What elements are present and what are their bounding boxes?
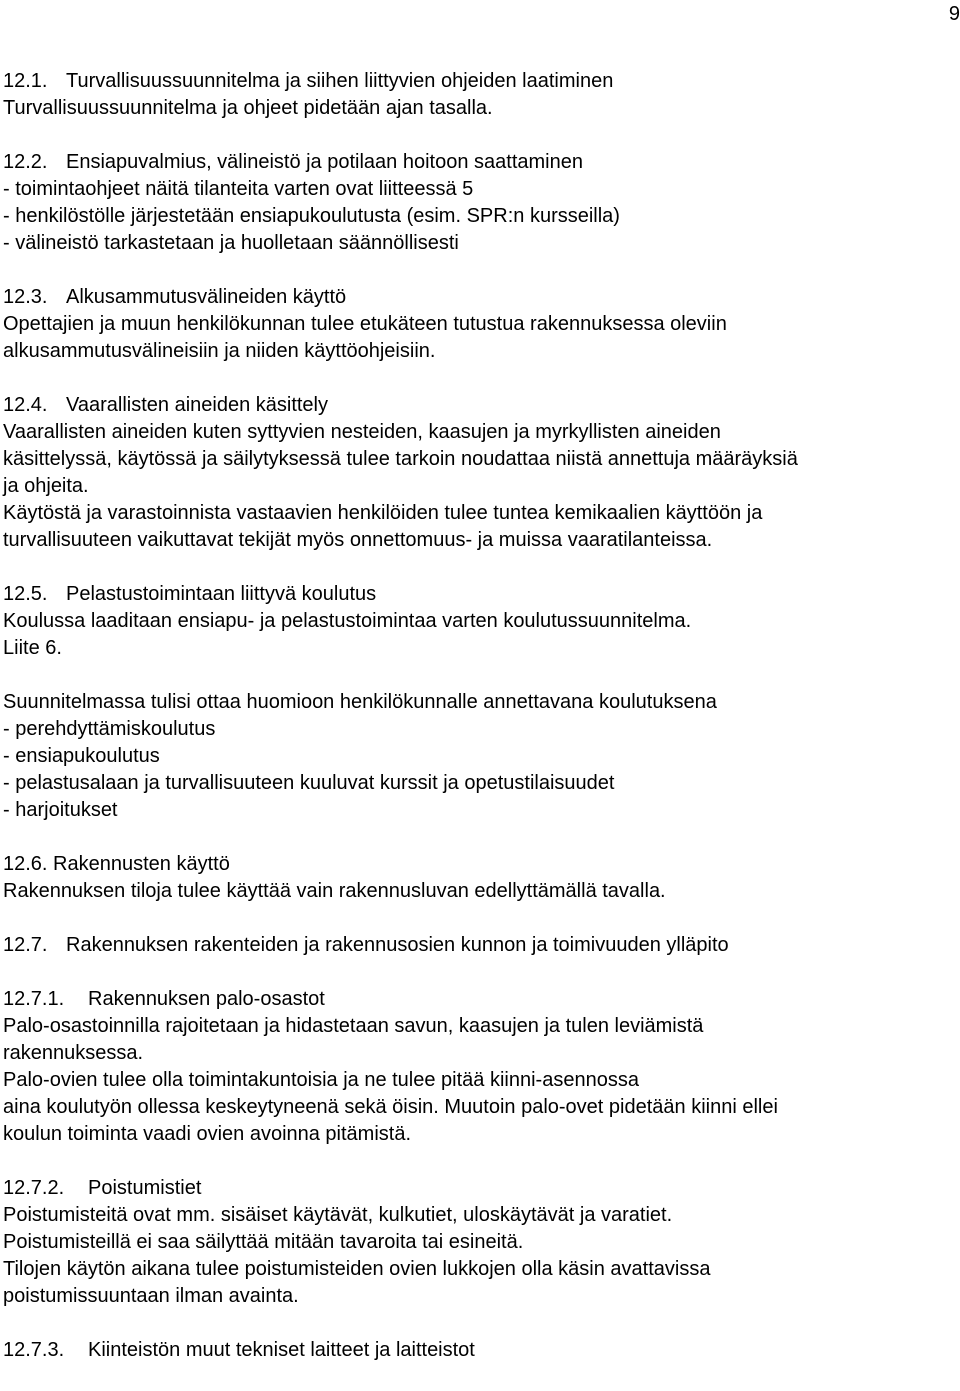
text-line [3,716,948,743]
line-text: rakennuksessa. [3,1042,144,1064]
text-line [3,176,948,203]
section-heading [3,149,948,176]
section-title: Ensiapuvalmius, välineistö ja potilaan hoitoon saattaminen [66,151,583,173]
section-heading [3,581,948,608]
line-text: - toimintaohjeet näitä tilanteita varten ovat liitteessä 5 [3,178,474,200]
line-text: Liite 6. [3,637,62,659]
line-text: alkusammutusvälineisiin ja niiden käyttöohjeisiin. [3,340,436,362]
line-text: Turvallisuussuunnitelma ja ohjeet pidetään ajan tasalla. [3,97,493,119]
line-text: - välineistö tarkastetaan ja huolletaan säännöllisesti [3,232,459,254]
text-line [3,95,948,122]
section-title: Vaarallisten aineiden käsittely [66,394,329,416]
section-number: 12.4. [3,394,48,416]
section-heading [3,986,948,1013]
text-line [3,1121,948,1148]
line-text: Poistumisteitä ovat mm. sisäiset käytävät, kulkutiet, uloskäytävät ja varatiet. [3,1204,673,1226]
text-line [3,473,948,500]
line-text: koulun toiminta vaadi ovien avoinna pitämistä. [3,1123,412,1145]
section-number: 12.1. [3,70,48,92]
text-line [3,1256,948,1283]
section-heading [3,932,948,959]
text-line [3,1067,948,1094]
text-line [3,1229,948,1256]
section [3,1337,948,1364]
section-number: 12.3. [3,286,48,308]
page-number: 9 [948,3,960,25]
line-text: Rakennuksen tiloja tulee käyttää vain rakennusluvan edellyttämällä tavalla. [3,880,666,902]
text-line [3,797,948,824]
text-line [3,311,948,338]
section-heading [3,1175,948,1202]
line-text: Tilojen käytön aikana tulee poistumisteiden ovien lukkojen olla käsin avattavissa [3,1258,711,1280]
line-text: ja ohjeita. [3,475,89,497]
line-text: poistumissuuntaan ilman avainta. [3,1285,299,1307]
text-line [3,1013,948,1040]
section [3,149,948,257]
section [3,689,948,824]
line-text: - henkilöstölle järjestetään ensiapukoulutusta (esim. SPR:n kursseilla) [3,205,620,227]
section-title: Kiinteistön muut tekniset laitteet ja laitteistot [88,1339,475,1361]
section [3,284,948,365]
text-line [3,527,948,554]
section-number: 12.7.1. [3,988,65,1010]
line-text: Vaarallisten aineiden kuten syttyvien nesteiden, kaasujen ja myrkyllisten aineiden [3,421,721,443]
document-body [3,68,948,1391]
section-heading [3,392,948,419]
text-line [3,1283,948,1310]
line-text: aina koulutyön ollessa keskeytyneenä sekä öisin. Muutoin palo-ovet pidetään kiinni ellei [3,1096,778,1118]
section [3,851,948,905]
text-line [3,203,948,230]
section-title: Alkusammutusvälineiden käyttö [66,286,347,308]
section-title: Poistumistiet [88,1177,202,1199]
section-number: 12.7.3. [3,1339,65,1361]
section-heading [3,851,948,878]
text-line [3,743,948,770]
text-line [3,608,948,635]
section-title: Rakennuksen rakenteiden ja rakennusosien kunnon ja toimivuuden ylläpito [66,934,729,956]
text-line [3,419,948,446]
line-text: turvallisuuteen vaikuttavat tekijät myös onnettomuus- ja muissa vaaratilanteissa. [3,529,713,551]
section [3,986,948,1148]
line-text: käsittelyssä, käytössä ja säilytyksessä tulee tarkoin noudattaa niistä annettuja määräyksiä [3,448,798,470]
section [3,392,948,554]
section-heading [3,1337,948,1364]
line-text: Suunnitelmassa tulisi ottaa huomioon henkilökunnalle annettavana koulutuksena [3,691,717,713]
section [3,932,948,959]
text-line [3,770,948,797]
line-text: Opettajien ja muun henkilökunnan tulee etukäteen tutustua rakennuksessa oleviin [3,313,727,335]
section [3,68,948,122]
line-text: Käytöstä ja varastoinnista vastaavien henkilöiden tulee tuntea kemikaalien käyttöön ja [3,502,763,524]
line-text: Palo-osastoinnilla rajoitetaan ja hidastetaan savun, kaasujen ja tulen leviämistä [3,1015,704,1037]
text-line [3,635,948,662]
section-title: Rakennuksen palo-osastot [88,988,325,1010]
text-line [3,500,948,527]
section [3,581,948,662]
section-title: Turvallisuussuunnitelma ja siihen liittyvien ohjeiden laatiminen [66,70,614,92]
section-number: 12.2. [3,151,48,173]
text-line [3,1040,948,1067]
text-line [3,446,948,473]
section-title: Pelastustoimintaan liittyvä koulutus [66,583,377,605]
section-number: 12.7.2. [3,1177,65,1199]
section-number: 12.5. [3,583,48,605]
text-line [3,338,948,365]
text-line [3,1094,948,1121]
line-text: Poistumisteillä ei saa säilyttää mitään tavaroita tai esineitä. [3,1231,524,1253]
text-line [3,878,948,905]
line-text: - harjoitukset [3,799,118,821]
section-number: 12.6. [3,853,48,875]
section-heading [3,68,948,95]
line-text: Palo-ovien tulee olla toimintakuntoisia ja ne tulee pitää kiinni-asennossa [3,1069,639,1091]
text-line [3,1202,948,1229]
line-text: - pelastusalaan ja turvallisuuteen kuuluvat kurssit ja opetustilaisuudet [3,772,615,794]
section-heading [3,284,948,311]
section-number: 12.7. [3,934,48,956]
line-text: Koulussa laaditaan ensiapu- ja pelastustoimintaa varten koulutussuunnitelma. [3,610,692,632]
line-text: - perehdyttämiskoulutus [3,718,216,740]
section [3,1175,948,1310]
section-title: Rakennusten käyttö [53,853,230,875]
line-text: - ensiapukoulutus [3,745,160,767]
text-line [3,230,948,257]
text-line [3,689,948,716]
